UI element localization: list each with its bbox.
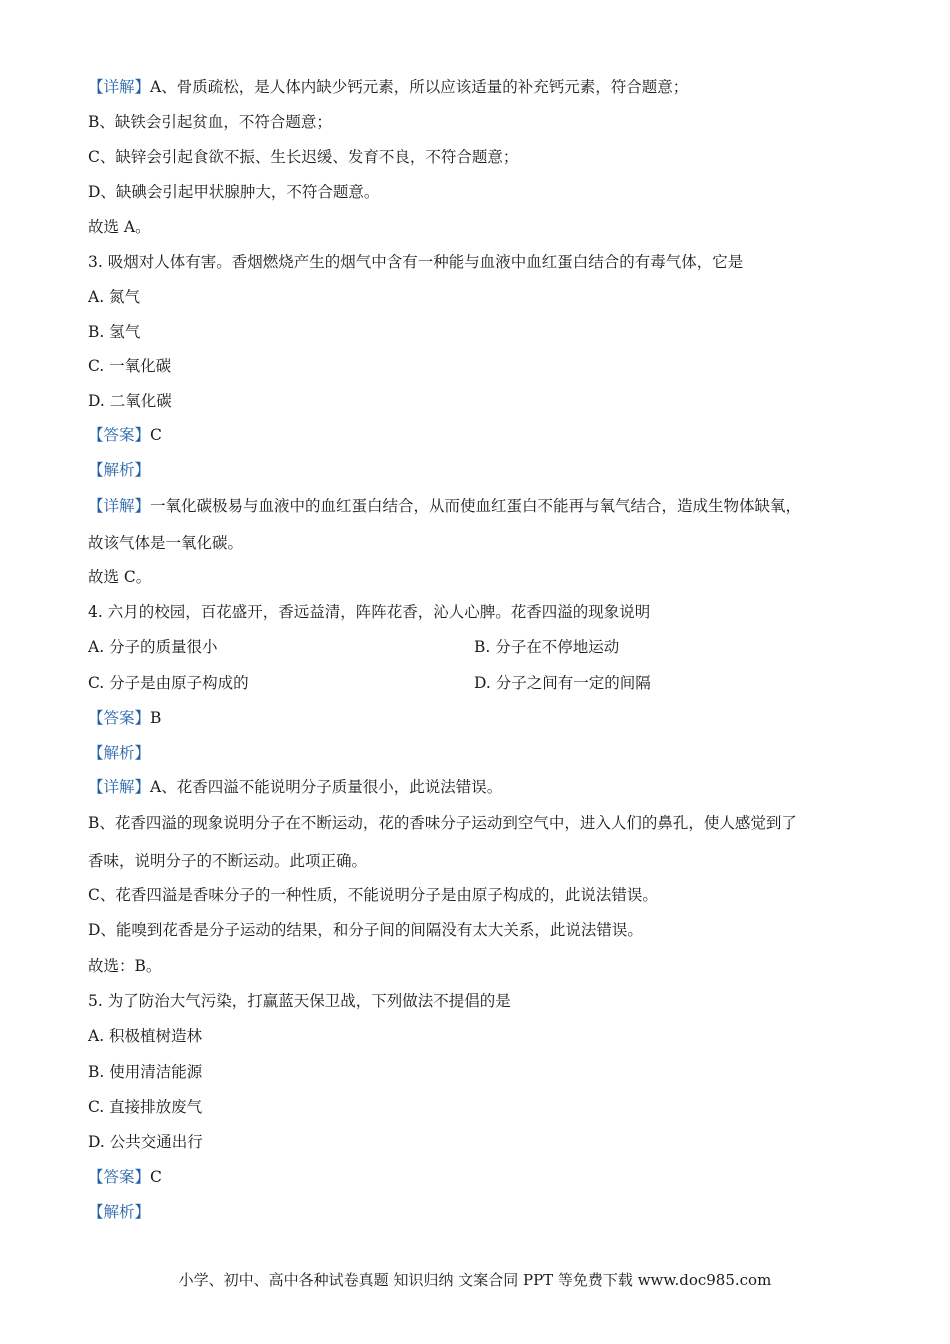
- q4-option-b: B. 分子在不停地运动: [474, 638, 620, 656]
- q3-option-a: A. 氮气: [88, 288, 141, 306]
- detail-label: 【详解】: [88, 497, 151, 515]
- q5-answer: 【答案】C: [88, 1168, 162, 1186]
- q4-option-c: C. 分子是由原子构成的: [88, 674, 249, 692]
- q4-detail-line-1: 【详解】A、花香四溢不能说明分子质量很小，此说法错误。: [88, 778, 503, 796]
- q4-detail-line-5: D、能嗅到花香是分子运动的结果，和分子间的间隔没有太大关系，此说法错误。: [88, 921, 643, 939]
- q5-analysis-label: 【解析】: [88, 1203, 151, 1221]
- q3-stem: 3. 吸烟对人体有害。香烟燃烧产生的烟气中含有一种能与血液中血红蛋白结合的有毒气体，它是: [88, 253, 744, 271]
- q3-answer: 【答案】C: [88, 426, 162, 444]
- block-a-line-2: B、缺铁会引起贫血，不符合题意；: [88, 113, 332, 131]
- q4-detail-line-3: 香味，说明分子的不断运动。此项正确。: [88, 852, 368, 870]
- q4-answer: 【答案】B: [88, 709, 162, 727]
- q3-detail-line-1: 【详解】一氧化碳极易与血液中的血红蛋白结合，从而使血红蛋白不能再与氧气结合，造成生物体缺氧，: [88, 497, 802, 515]
- block-a-line-4: D、缺碘会引起甲状腺肿大，不符合题意。: [88, 183, 380, 201]
- q4-option-a: A. 分子的质量很小: [88, 638, 218, 656]
- answer-label: 【答案】: [88, 426, 151, 444]
- q3-option-b: B. 氢气: [88, 323, 141, 341]
- block-a-conclusion: 故选 A。: [88, 218, 151, 236]
- answer-label: 【答案】: [88, 1168, 151, 1186]
- q4-detail-line-4: C、花香四溢是香味分子的一种性质，不能说明分子是由原子构成的，此说法错误。: [88, 886, 658, 904]
- q5-stem: 5. 为了防治大气污染，打赢蓝天保卫战，下列做法不提倡的是: [88, 992, 511, 1010]
- q5-option-c: C. 直接排放废气: [88, 1098, 203, 1116]
- q5-option-b: B. 使用清洁能源: [88, 1063, 203, 1081]
- q3-detail-line-2: 故该气体是一氧化碳。: [88, 534, 244, 552]
- q4-option-d: D. 分子之间有一定的间隔: [474, 674, 651, 692]
- q3-option-c: C. 一氧化碳: [88, 357, 172, 375]
- block-a-line-3: C、缺锌会引起食欲不振、生长迟缓、发育不良，不符合题意；: [88, 148, 519, 166]
- q3-conclusion: 故选 C。: [88, 568, 152, 586]
- detail-label: 【详解】: [88, 778, 151, 796]
- q3-analysis-label: 【解析】: [88, 461, 151, 479]
- q4-detail-line-2: B、花香四溢的现象说明分子在不断运动，花的香味分子运动到空气中，进入人们的鼻孔，使人感觉到了: [88, 814, 797, 832]
- block-a-line-1: 【详解】A、骨质疏松，是人体内缺少钙元素，所以应该适量的补充钙元素，符合题意；: [88, 78, 689, 96]
- q4-conclusion: 故选：B。: [88, 957, 162, 975]
- q5-option-d: D. 公共交通出行: [88, 1133, 203, 1151]
- q3-option-d: D. 二氧化碳: [88, 392, 172, 410]
- page-footer: 小学、初中、高中各种试卷真题 知识归纳 文案合同 PPT 等免费下载 www.doc985.com: [178, 1271, 772, 1289]
- q4-stem: 4. 六月的校园，百花盛开，香远益清，阵阵花香，沁人心脾。花香四溢的现象说明: [88, 603, 651, 621]
- detail-label: 【详解】: [88, 78, 151, 96]
- q4-analysis-label: 【解析】: [88, 744, 151, 762]
- q5-option-a: A. 积极植树造林: [88, 1027, 203, 1045]
- answer-label: 【答案】: [88, 709, 151, 727]
